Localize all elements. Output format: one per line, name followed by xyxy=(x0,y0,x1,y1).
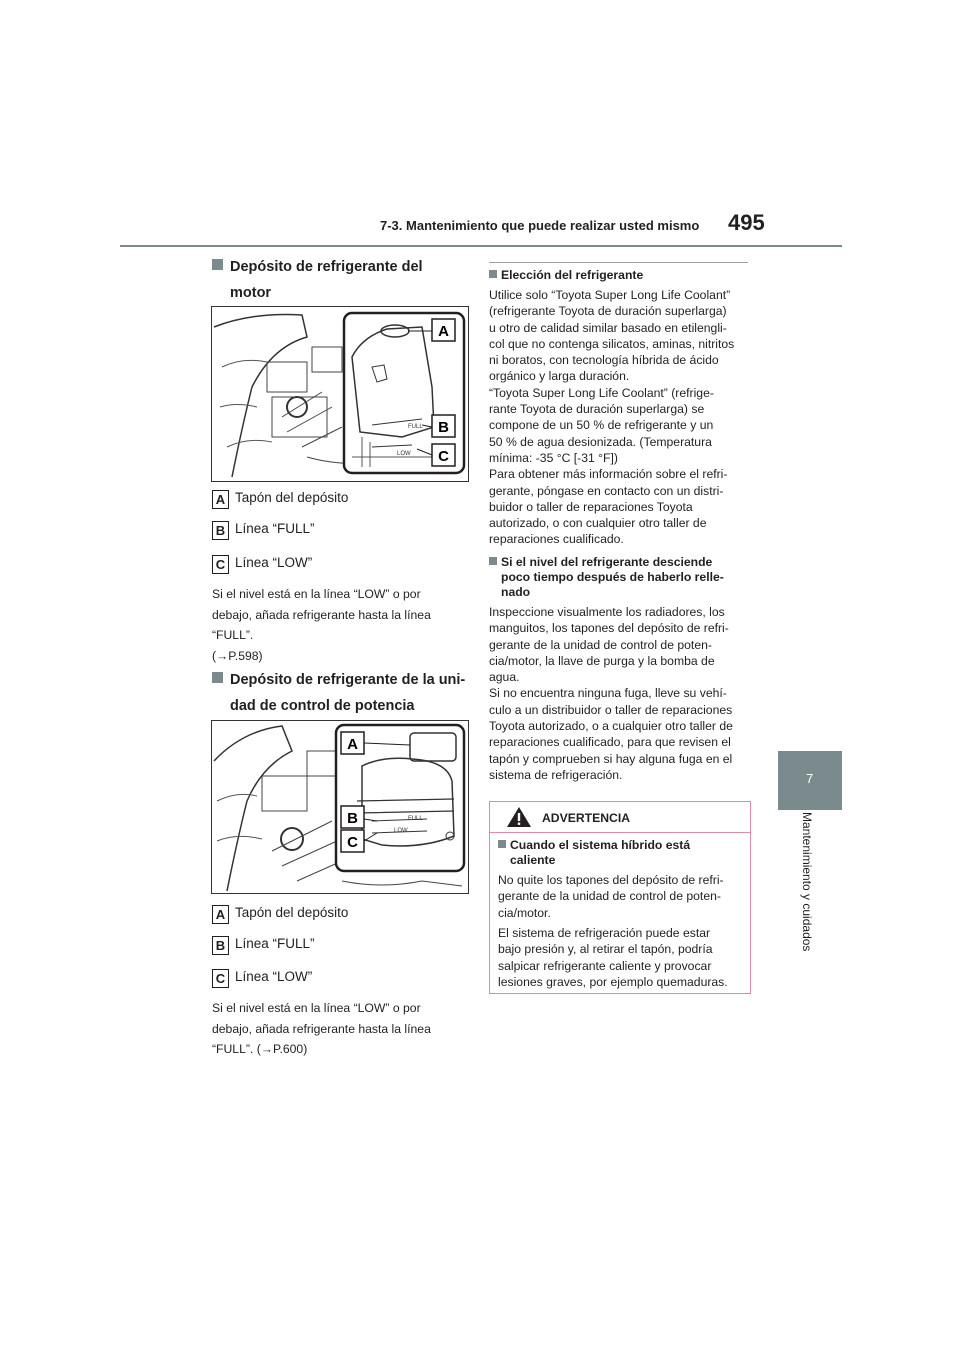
warning-title-line: Cuando el sistema híbrido está xyxy=(510,838,691,852)
legend-key: C xyxy=(212,555,229,574)
body-line: cia/motor, la llave de purga y la bomba de xyxy=(489,653,715,668)
section2-title-line1: Depósito de refrigerante de la uni- xyxy=(230,672,466,688)
pcu-reservoir-figure xyxy=(211,720,469,894)
section-bullet-icon xyxy=(212,672,223,683)
warning-para1 xyxy=(498,872,746,921)
body-line: Toyota autorizado, o a cualquier otro taller de xyxy=(489,719,733,734)
section2-title-line2: dad de control de potencia xyxy=(230,698,415,714)
body-line: Si el nivel está en la línea “LOW” o por xyxy=(212,587,421,601)
low-line-text: LOW xyxy=(394,828,408,834)
full-line-text: FULL xyxy=(408,816,423,822)
legend-item xyxy=(212,936,315,955)
legend-key: A xyxy=(212,905,229,924)
header-rule xyxy=(120,245,842,247)
body-line: buidor o taller de reparaciones Toyota xyxy=(489,499,693,514)
callout-B: B xyxy=(347,810,358,827)
bullet-icon xyxy=(489,557,497,565)
body-line: u otro de calidad similar basado en etilengli- xyxy=(489,320,727,335)
callout-C: C xyxy=(438,448,449,465)
running-header-title: 7-3. Mantenimiento que puede realizar usted mismo xyxy=(380,218,700,233)
legend-text: Línea “FULL” xyxy=(235,936,315,951)
section1-body xyxy=(212,584,431,666)
warning-title xyxy=(498,838,690,868)
block1-title-text: Elección del refrigerante xyxy=(501,268,644,282)
legend-item xyxy=(212,969,312,988)
body-line: lesiones graves, por ejemplo quemaduras. xyxy=(498,974,728,989)
body-line: gerante de la unidad de control de poten- xyxy=(498,889,721,904)
section1-title xyxy=(212,254,423,306)
warning-header xyxy=(490,802,750,833)
legend-text: Línea “FULL” xyxy=(235,521,315,536)
callout-A: A xyxy=(347,736,358,753)
legend-item xyxy=(212,905,348,924)
body-line: No quite los tapones del depósito de refri- xyxy=(498,873,724,887)
page-number: 495 xyxy=(728,210,765,235)
engine-reservoir-figure xyxy=(211,306,469,482)
body-line: reparaciones cualificado. xyxy=(489,532,624,547)
body-line: gerante de la unidad de control de poten- xyxy=(489,637,712,652)
body-line: “FULL”. xyxy=(212,628,254,642)
warning-title-line: caliente xyxy=(510,853,556,867)
block2-title-line: poco tiempo después de haberlo relle- xyxy=(501,570,724,584)
block2-title-line: Si el nivel del refrigerante desciende xyxy=(501,555,713,569)
body-line: Inspeccione visualmente los radiadores, los xyxy=(489,605,725,619)
body-line: compone de un 50 % de refrigerante y un xyxy=(489,418,714,433)
callout-A: A xyxy=(438,323,449,340)
callout-C: C xyxy=(347,834,358,851)
legend-item xyxy=(212,555,312,574)
body-line: (refrigerante Toyota de duración superlarga) xyxy=(489,304,727,319)
body-line: tapón y comprueben si hay alguna fuga en el xyxy=(489,751,733,766)
bullet-icon xyxy=(498,840,506,848)
body-line: Utilice solo “Toyota Super Long Life Coolant” xyxy=(489,288,731,302)
body-line: manguitos, los tapones del depósito de refri- xyxy=(489,621,729,636)
legend-key: B xyxy=(212,521,229,540)
section1-title-line2: motor xyxy=(230,285,272,301)
section1-title-line1: Depósito de refrigerante del xyxy=(230,259,423,275)
body-line: mínima: -35 °C [-31 °F]) xyxy=(489,450,618,465)
warning-label: ADVERTENCIA xyxy=(542,811,631,825)
full-line-text: FULL xyxy=(408,424,423,430)
pcu-bay-illustration xyxy=(212,721,468,893)
legend-item xyxy=(212,521,315,540)
right-column-rule xyxy=(489,262,748,263)
block2-title xyxy=(489,555,724,600)
legend-text: Línea “LOW” xyxy=(235,969,313,984)
body-line: gerante, póngase en contacto con un distri- xyxy=(489,483,724,498)
block1-title xyxy=(489,268,643,283)
bullet-icon xyxy=(489,270,497,278)
body-line: “Toyota Super Long Life Coolant” (refrige- xyxy=(489,385,714,400)
legend-item xyxy=(212,490,348,509)
body-line: cia/motor. xyxy=(498,905,551,920)
legend-key: A xyxy=(212,490,229,509)
block2-title-line: nado xyxy=(501,585,531,599)
body-line: Si no encuentra ninguna fuga, lleve su vehí- xyxy=(489,686,727,701)
body-line: sistema de refrigeración. xyxy=(489,767,623,782)
body-line: debajo, añada refrigerante hasta la línea xyxy=(212,1021,431,1036)
legend-text: Línea “LOW” xyxy=(235,555,313,570)
warning-triangle-icon xyxy=(506,806,532,828)
chapter-tab-label-area xyxy=(778,812,842,992)
body-line: Si el nivel está en la línea “LOW” o por xyxy=(212,1001,421,1015)
body-line: bajo presión y, al retirar el tapón, podría xyxy=(498,942,713,957)
body-line: col que no contenga silicatos, aminas, nitritos xyxy=(489,336,735,351)
section2-body xyxy=(212,998,431,1060)
page-reference-link[interactable]: (→P.598) xyxy=(212,648,263,663)
block1-body xyxy=(489,287,751,548)
body-line: El sistema de refrigeración puede estar xyxy=(498,926,711,940)
legend-text: Tapón del depósito xyxy=(235,905,349,920)
body-line: debajo, añada refrigerante hasta la línea xyxy=(212,607,431,622)
warning-box xyxy=(489,801,751,994)
body-line: Para obtener más información sobre el refri- xyxy=(489,467,728,482)
block2-body xyxy=(489,604,751,783)
legend-text: Tapón del depósito xyxy=(235,490,349,505)
body-line: agua. xyxy=(489,670,520,685)
body-line: orgánico y larga duración. xyxy=(489,369,630,384)
section-bullet-icon xyxy=(212,259,223,270)
body-line: rante Toyota de duración superlarga) se xyxy=(489,402,705,417)
legend-key: C xyxy=(212,969,229,988)
legend-key: B xyxy=(212,936,229,955)
body-line: autorizado, o con cualquier otro taller de xyxy=(489,516,707,531)
page-reference-link[interactable]: “FULL”. (→P.600) xyxy=(212,1042,308,1056)
callout-B: B xyxy=(438,419,449,436)
body-line: reparaciones cualificado, para que revisen el xyxy=(489,735,731,750)
chapter-tab-label: Mantenimiento y cuidados xyxy=(800,812,814,952)
body-line: salpicar refrigerante caliente y provocar xyxy=(498,958,712,973)
body-line: 50 % de agua desionizada. (Temperatura xyxy=(489,434,712,449)
body-line: culo a un distribuidor o taller de reparaciones xyxy=(489,702,733,717)
section2-title xyxy=(212,667,465,719)
chapter-tab-number: 7 xyxy=(806,771,814,786)
engine-bay-illustration xyxy=(212,307,468,481)
low-line-text: LOW xyxy=(397,451,411,457)
body-line: ni boratos, con tecnología híbrida de ácido xyxy=(489,353,719,368)
warning-para2 xyxy=(498,925,746,990)
